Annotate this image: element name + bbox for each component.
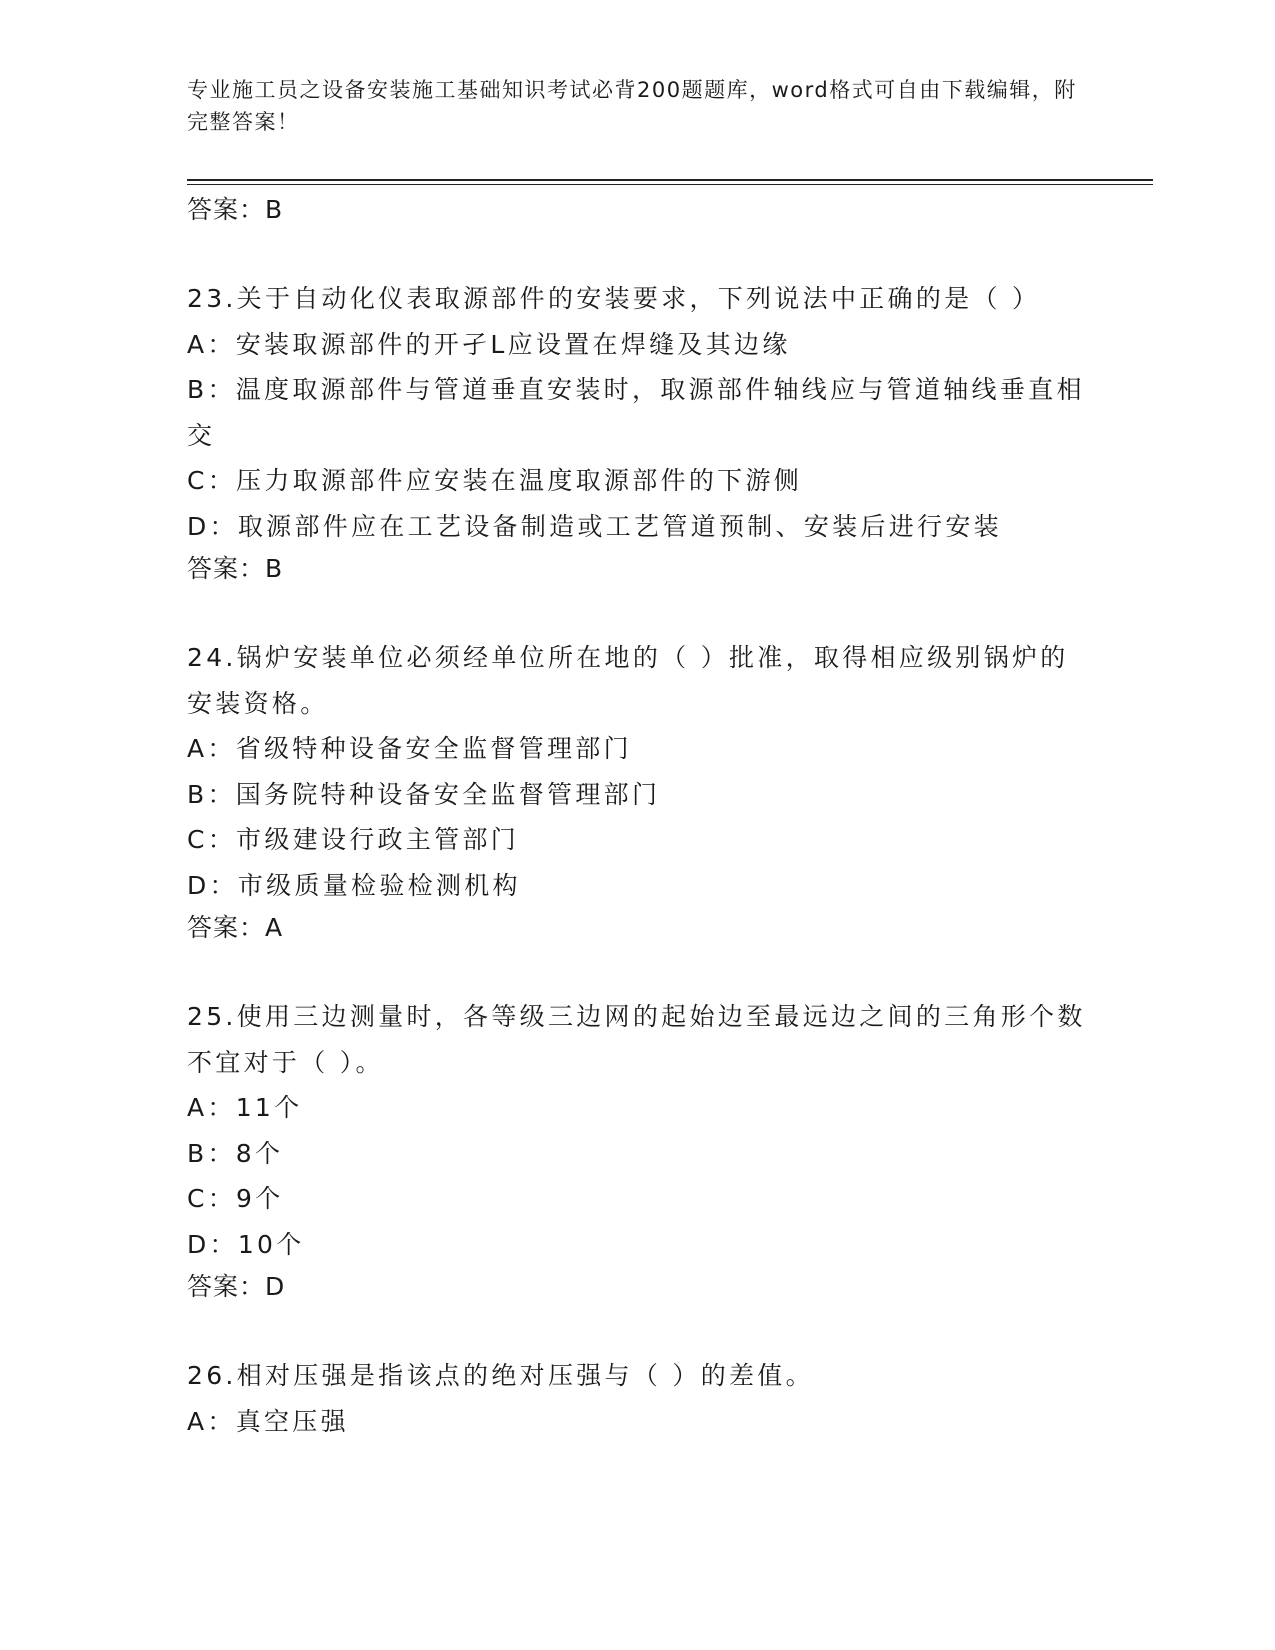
option-c: C：压力取源部件应安装在温度取源部件的下游侧 [187, 466, 803, 495]
option-a: A：11个 [187, 1093, 303, 1122]
header-rule-thick [187, 179, 1153, 181]
question-stem: 23.关于自动化仪表取源部件的安装要求，下列说法中正确的是（ ） [187, 284, 1041, 313]
option-d: D：取源部件应在工艺设备制造或工艺管道预制、安装后进行安装 [187, 511, 1002, 541]
question-25 [187, 994, 1087, 1307]
answer-q24: 答案：A [187, 913, 284, 942]
question-stem: 26.相对压强是指该点的绝对压强与（ ）的差值。 [187, 1361, 814, 1390]
option-a: A：安装取源部件的开孑L应设置在焊缝及其边缘 [187, 329, 791, 359]
answer-q23: 答案：B [187, 554, 284, 583]
question-stem: 24.锅炉安装单位必须经单位所在地的（ ）批准，取得相应级别锅炉的安装资格。 [187, 643, 1069, 718]
question-23 [187, 276, 1087, 589]
answer-q22: 答案：B [187, 195, 284, 224]
option-a: A：省级特种设备安全监督管理部门 [187, 734, 632, 763]
option-a: A：真空压强 [187, 1406, 349, 1436]
option-c: C：9个 [187, 1184, 284, 1213]
option-d: D：市级质量检验检测机构 [187, 870, 521, 900]
option-c: C：市级建设行政主管部门 [187, 825, 520, 854]
answer-q25: 答案：D [187, 1272, 286, 1301]
document-content [187, 190, 1087, 1444]
question-24 [187, 635, 1087, 948]
question-stem: 25.使用三边测量时，各等级三边网的起始边至最远边之间的三角形个数不宜对于（ ）。 [187, 1002, 1086, 1077]
document-header: 专业施工员之设备安装施工基础知识考试必背200题题库，word格式可自由下载编辑，附完整答案！ [187, 78, 1077, 134]
question-26 [187, 1353, 1087, 1444]
option-b: B：8个 [187, 1138, 284, 1168]
option-b: B：国务院特种设备安全监督管理部门 [187, 779, 661, 809]
option-d: D：10个 [187, 1229, 305, 1259]
option-b: B：温度取源部件与管道垂直安装时，取源部件轴线应与管道轴线垂直相交 [187, 375, 1085, 450]
header-rule-thin [187, 184, 1153, 185]
